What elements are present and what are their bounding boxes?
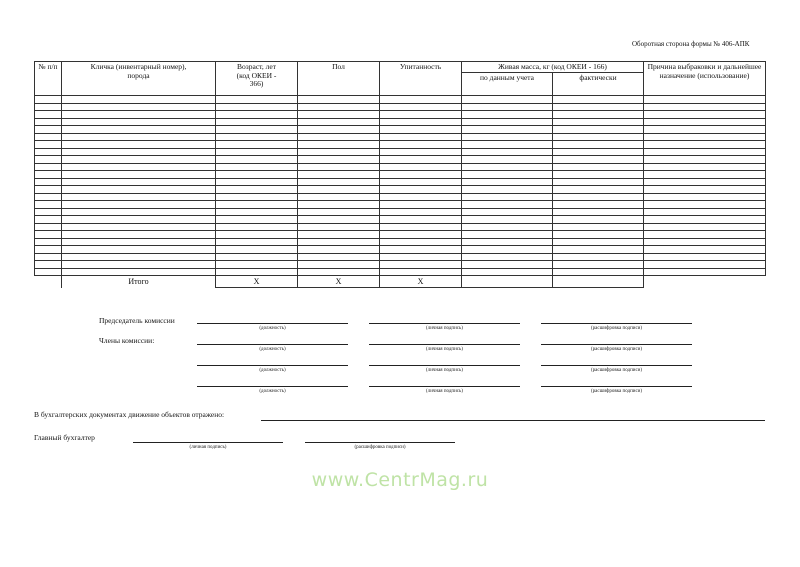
table-cell[interactable] <box>462 238 553 246</box>
table-cell[interactable] <box>380 171 462 179</box>
table-cell[interactable] <box>35 141 62 149</box>
table-cell[interactable] <box>35 223 62 231</box>
chief-accountant-label: Главный бухгалтер <box>34 433 95 442</box>
table-cell[interactable] <box>216 253 298 261</box>
col-header-live-mass: Живая масса, кг (код ОКЕИ - 166) <box>462 62 644 73</box>
table-cell[interactable] <box>35 118 62 126</box>
member-2-position-caption: (должность) <box>259 368 286 373</box>
member-3-position-line[interactable] <box>197 386 348 387</box>
col-header-age: Возраст, лет (код ОКЕИ - 366) <box>216 62 298 96</box>
table-cell[interactable] <box>462 201 553 209</box>
table-cell[interactable] <box>35 216 62 224</box>
table-cell[interactable] <box>380 133 462 141</box>
table-cell[interactable] <box>380 193 462 201</box>
member-1-signature-caption: (личная подпись) <box>426 347 463 352</box>
table-cell[interactable] <box>62 193 216 201</box>
table-cell[interactable] <box>35 231 62 239</box>
member-1-position-line[interactable] <box>197 344 348 345</box>
table-cell[interactable] <box>62 261 216 269</box>
table-cell[interactable] <box>216 246 298 254</box>
total-age-x: Х <box>216 276 298 288</box>
table-cell[interactable] <box>62 231 216 239</box>
table-cell[interactable] <box>380 118 462 126</box>
table-cell[interactable] <box>380 268 462 276</box>
table-cell[interactable] <box>644 268 766 276</box>
table-cell[interactable] <box>298 163 380 171</box>
table-cell[interactable] <box>462 268 553 276</box>
table-row <box>35 223 766 231</box>
table-cell[interactable] <box>462 103 553 111</box>
table-cell[interactable] <box>553 96 644 104</box>
table-cell[interactable] <box>462 231 553 239</box>
table-cell[interactable] <box>35 186 62 194</box>
table-cell[interactable] <box>462 148 553 156</box>
table-cell[interactable] <box>553 238 644 246</box>
table-cell[interactable] <box>298 231 380 239</box>
table-cell[interactable] <box>553 223 644 231</box>
chairman-position-line[interactable] <box>197 323 348 324</box>
table-cell[interactable] <box>380 186 462 194</box>
table-cell[interactable] <box>644 216 766 224</box>
chief-accountant-signature-caption: (личная подпись) <box>189 445 227 450</box>
member-1-position-caption: (должность) <box>259 347 286 352</box>
table-cell[interactable] <box>35 96 62 104</box>
table-cell[interactable] <box>216 163 298 171</box>
table-cell[interactable] <box>298 111 380 119</box>
member-2-signature-caption: (личная подпись) <box>426 368 463 373</box>
table-cell[interactable] <box>380 231 462 239</box>
table-cell[interactable] <box>216 268 298 276</box>
table-cell[interactable] <box>35 178 62 186</box>
table-cell[interactable] <box>553 268 644 276</box>
col-header-number: № п/п <box>35 62 62 96</box>
table-cell[interactable] <box>644 156 766 164</box>
table-cell[interactable] <box>35 171 62 179</box>
col-header-reason: Причина выбраковки и дальнейшее назначение (использование) <box>644 62 766 96</box>
table-cell[interactable] <box>380 238 462 246</box>
table-row <box>35 163 766 171</box>
table-cell[interactable] <box>462 186 553 194</box>
table-row <box>35 231 766 239</box>
table-cell[interactable] <box>216 171 298 179</box>
table-cell[interactable] <box>298 246 380 254</box>
total-mass-records-cell[interactable] <box>462 276 553 288</box>
table-cell[interactable] <box>62 103 216 111</box>
table-cell[interactable] <box>380 178 462 186</box>
chairman-signature-line[interactable] <box>369 323 520 324</box>
table-cell[interactable] <box>216 103 298 111</box>
table-cell[interactable] <box>644 253 766 261</box>
table-cell[interactable] <box>62 171 216 179</box>
member-1-decoding-line[interactable] <box>541 344 692 345</box>
table-cell[interactable] <box>35 238 62 246</box>
table-row <box>35 178 766 186</box>
table-row <box>35 261 766 269</box>
table-cell[interactable] <box>35 163 62 171</box>
table-cell[interactable] <box>298 171 380 179</box>
table-cell[interactable] <box>380 201 462 209</box>
table-row <box>35 126 766 134</box>
table-cell[interactable] <box>62 141 216 149</box>
table-cell[interactable] <box>380 223 462 231</box>
table-cell[interactable] <box>644 118 766 126</box>
table-cell[interactable] <box>298 96 380 104</box>
total-fatness-x: Х <box>380 276 462 288</box>
table-cell[interactable] <box>553 111 644 119</box>
table-row <box>35 238 766 246</box>
table-cell[interactable] <box>216 193 298 201</box>
table-row <box>35 103 766 111</box>
table-cell[interactable] <box>216 96 298 104</box>
table-cell[interactable] <box>62 223 216 231</box>
table-cell[interactable] <box>298 186 380 194</box>
table-cell[interactable] <box>553 216 644 224</box>
table-cell[interactable] <box>62 178 216 186</box>
table-cell[interactable] <box>553 231 644 239</box>
col-header-sex: Пол <box>298 62 380 96</box>
table-cell[interactable] <box>462 156 553 164</box>
total-row <box>35 276 766 288</box>
table-row <box>35 201 766 209</box>
table-cell[interactable] <box>380 246 462 254</box>
table-row <box>35 156 766 164</box>
member-3-decoding-line[interactable] <box>541 386 692 387</box>
table-cell[interactable] <box>35 133 62 141</box>
table-cell[interactable] <box>216 216 298 224</box>
table-cell[interactable] <box>644 261 766 269</box>
form-side-note: Оборотная сторона формы № 406-АПК <box>632 40 750 48</box>
table-row <box>35 96 766 104</box>
table-row <box>35 111 766 119</box>
table-cell[interactable] <box>380 253 462 261</box>
table-row <box>35 171 766 179</box>
chairman-label: Председатель комиссии <box>99 316 175 325</box>
col-header-mass-actual: фактически <box>553 73 644 96</box>
table-cell[interactable] <box>462 216 553 224</box>
table-cell[interactable] <box>380 216 462 224</box>
table-cell[interactable] <box>298 238 380 246</box>
table-cell[interactable] <box>62 201 216 209</box>
table-cell[interactable] <box>62 208 216 216</box>
table-cell[interactable] <box>553 126 644 134</box>
table-cell[interactable] <box>35 126 62 134</box>
table-cell[interactable] <box>644 133 766 141</box>
table-cell[interactable] <box>35 261 62 269</box>
member-2-position-line[interactable] <box>197 365 348 366</box>
table-cell[interactable] <box>62 253 216 261</box>
table-cell[interactable] <box>553 253 644 261</box>
table-cell[interactable] <box>216 148 298 156</box>
table-cell[interactable] <box>553 193 644 201</box>
table-cell[interactable] <box>553 261 644 269</box>
table-cell[interactable] <box>62 96 216 104</box>
table-cell[interactable] <box>553 163 644 171</box>
table-cell[interactable] <box>298 193 380 201</box>
table-cell[interactable] <box>380 126 462 134</box>
table-cell[interactable] <box>216 178 298 186</box>
table-cell[interactable] <box>553 246 644 254</box>
table-cell[interactable] <box>553 208 644 216</box>
table-cell[interactable] <box>35 201 62 209</box>
table-cell[interactable] <box>35 253 62 261</box>
table-row <box>35 246 766 254</box>
table-cell[interactable] <box>644 193 766 201</box>
table-cell[interactable] <box>62 118 216 126</box>
table-cell[interactable] <box>553 141 644 149</box>
member-2-decoding-line[interactable] <box>541 365 692 366</box>
chief-accountant-decoding-caption: (расшифровка подписи) <box>354 445 406 450</box>
table-cell[interactable] <box>644 148 766 156</box>
table-cell[interactable] <box>216 261 298 269</box>
member-1-decoding-caption: (расшифровка подписи) <box>590 347 643 352</box>
table-cell[interactable] <box>462 178 553 186</box>
table-cell[interactable] <box>462 133 553 141</box>
table-cell[interactable] <box>298 118 380 126</box>
table-cell[interactable] <box>644 201 766 209</box>
chairman-signature-caption: (личная подпись) <box>426 326 463 331</box>
table-cell[interactable] <box>35 111 62 119</box>
total-mass-actual-cell[interactable] <box>553 276 644 288</box>
accounting-line[interactable] <box>261 420 765 421</box>
table-cell[interactable] <box>462 163 553 171</box>
table-row <box>35 216 766 224</box>
col-header-mass-records: по данным учета <box>462 73 553 96</box>
table-cell[interactable] <box>298 126 380 134</box>
member-3-decoding-caption: (расшифровка подписи) <box>590 389 643 394</box>
table-cell[interactable] <box>62 126 216 134</box>
table-cell[interactable] <box>62 246 216 254</box>
table-cell[interactable] <box>553 103 644 111</box>
chairman-decoding-caption: (расшифровка подписи) <box>590 326 643 331</box>
table-cell[interactable] <box>644 246 766 254</box>
table-cell[interactable] <box>62 156 216 164</box>
table-cell[interactable] <box>553 186 644 194</box>
total-empty-cell[interactable] <box>35 276 62 288</box>
chairman-position-caption: (должность) <box>259 326 286 331</box>
total-reason-cell[interactable] <box>644 276 766 288</box>
table-cell[interactable] <box>35 193 62 201</box>
table-cell[interactable] <box>216 111 298 119</box>
table-cell[interactable] <box>380 208 462 216</box>
table-cell[interactable] <box>298 261 380 269</box>
total-label: Итого <box>62 276 216 288</box>
table-cell[interactable] <box>62 148 216 156</box>
table-cell[interactable] <box>298 148 380 156</box>
table-cell[interactable] <box>462 126 553 134</box>
table-cell[interactable] <box>553 171 644 179</box>
table-cell[interactable] <box>553 148 644 156</box>
member-3-position-caption: (должность) <box>259 389 286 394</box>
col-header-name: Кличка (инвентарный номер), порода <box>62 62 216 96</box>
table-cell[interactable] <box>462 261 553 269</box>
chief-accountant-decoding-line[interactable] <box>305 442 455 443</box>
table-row <box>35 253 766 261</box>
table-cell[interactable] <box>644 238 766 246</box>
table-cell[interactable] <box>216 133 298 141</box>
member-3-signature-line[interactable] <box>369 386 520 387</box>
table-cell[interactable] <box>380 156 462 164</box>
table-cell[interactable] <box>298 103 380 111</box>
table-cell[interactable] <box>380 261 462 269</box>
table-cell[interactable] <box>298 208 380 216</box>
table-cell[interactable] <box>35 148 62 156</box>
table-cell[interactable] <box>216 186 298 194</box>
table-cell[interactable] <box>62 163 216 171</box>
table-cell[interactable] <box>298 223 380 231</box>
table-cell[interactable] <box>553 201 644 209</box>
table-cell[interactable] <box>35 156 62 164</box>
table-cell[interactable] <box>462 193 553 201</box>
table-cell[interactable] <box>216 208 298 216</box>
col-header-fatness: Упитанность <box>380 62 462 96</box>
livestock-table <box>34 61 766 288</box>
table-cell[interactable] <box>553 133 644 141</box>
table-cell[interactable] <box>644 223 766 231</box>
table-cell[interactable] <box>644 126 766 134</box>
table-cell[interactable] <box>62 268 216 276</box>
table-cell[interactable] <box>62 238 216 246</box>
table-cell[interactable] <box>644 186 766 194</box>
table-cell[interactable] <box>216 201 298 209</box>
table-cell[interactable] <box>62 111 216 119</box>
table-cell[interactable] <box>553 156 644 164</box>
table-cell[interactable] <box>380 163 462 171</box>
table-cell[interactable] <box>35 246 62 254</box>
table-cell[interactable] <box>216 118 298 126</box>
table-cell[interactable] <box>216 238 298 246</box>
table-cell[interactable] <box>298 268 380 276</box>
table-row <box>35 193 766 201</box>
table-cell[interactable] <box>462 253 553 261</box>
table-cell[interactable] <box>644 163 766 171</box>
table-cell[interactable] <box>462 96 553 104</box>
table-cell[interactable] <box>298 216 380 224</box>
table-cell[interactable] <box>644 171 766 179</box>
table-cell[interactable] <box>298 156 380 164</box>
table-cell[interactable] <box>644 178 766 186</box>
table-row <box>35 148 766 156</box>
chief-accountant-signature-line[interactable] <box>133 442 283 443</box>
table-cell[interactable] <box>62 216 216 224</box>
table-row <box>35 186 766 194</box>
table-cell[interactable] <box>644 111 766 119</box>
table-cell[interactable] <box>462 141 553 149</box>
table-cell[interactable] <box>62 186 216 194</box>
table-cell[interactable] <box>216 231 298 239</box>
watermark: www.CentrMag.ru <box>311 469 489 491</box>
table-cell[interactable] <box>644 141 766 149</box>
table-cell[interactable] <box>298 133 380 141</box>
table-cell[interactable] <box>380 111 462 119</box>
table-cell[interactable] <box>35 103 62 111</box>
table-cell[interactable] <box>62 133 216 141</box>
table-cell[interactable] <box>553 178 644 186</box>
table-row <box>35 133 766 141</box>
table-cell[interactable] <box>216 156 298 164</box>
table-cell[interactable] <box>216 141 298 149</box>
table-cell[interactable] <box>298 253 380 261</box>
table-cell[interactable] <box>462 223 553 231</box>
members-label: Члены комиссии: <box>99 336 155 345</box>
table-row <box>35 141 766 149</box>
table-cell[interactable] <box>644 96 766 104</box>
table-cell[interactable] <box>462 118 553 126</box>
table-cell[interactable] <box>644 208 766 216</box>
table-cell[interactable] <box>462 111 553 119</box>
table-cell[interactable] <box>380 148 462 156</box>
table-cell[interactable] <box>644 103 766 111</box>
member-2-decoding-caption: (расшифровка подписи) <box>590 368 643 373</box>
table-cell[interactable] <box>644 231 766 239</box>
table-cell[interactable] <box>298 141 380 149</box>
table-row <box>35 118 766 126</box>
table-cell[interactable] <box>298 201 380 209</box>
table-row <box>35 268 766 276</box>
member-2-signature-line[interactable] <box>369 365 520 366</box>
table-cell[interactable] <box>35 268 62 276</box>
table-cell[interactable] <box>35 208 62 216</box>
table-cell[interactable] <box>380 103 462 111</box>
table-cell[interactable] <box>553 118 644 126</box>
table-cell[interactable] <box>216 223 298 231</box>
member-1-signature-line[interactable] <box>369 344 520 345</box>
table-cell[interactable] <box>462 171 553 179</box>
chairman-decoding-line[interactable] <box>541 323 692 324</box>
table-cell[interactable] <box>380 96 462 104</box>
table-cell[interactable] <box>216 126 298 134</box>
table-cell[interactable] <box>380 141 462 149</box>
total-sex-x: Х <box>298 276 380 288</box>
accounting-text: В бухгалтерских документах движение объектов отражено: <box>34 410 225 419</box>
table-cell[interactable] <box>462 246 553 254</box>
member-3-signature-caption: (личная подпись) <box>426 389 463 394</box>
table-row <box>35 208 766 216</box>
table-cell[interactable] <box>298 178 380 186</box>
table-cell[interactable] <box>462 208 553 216</box>
